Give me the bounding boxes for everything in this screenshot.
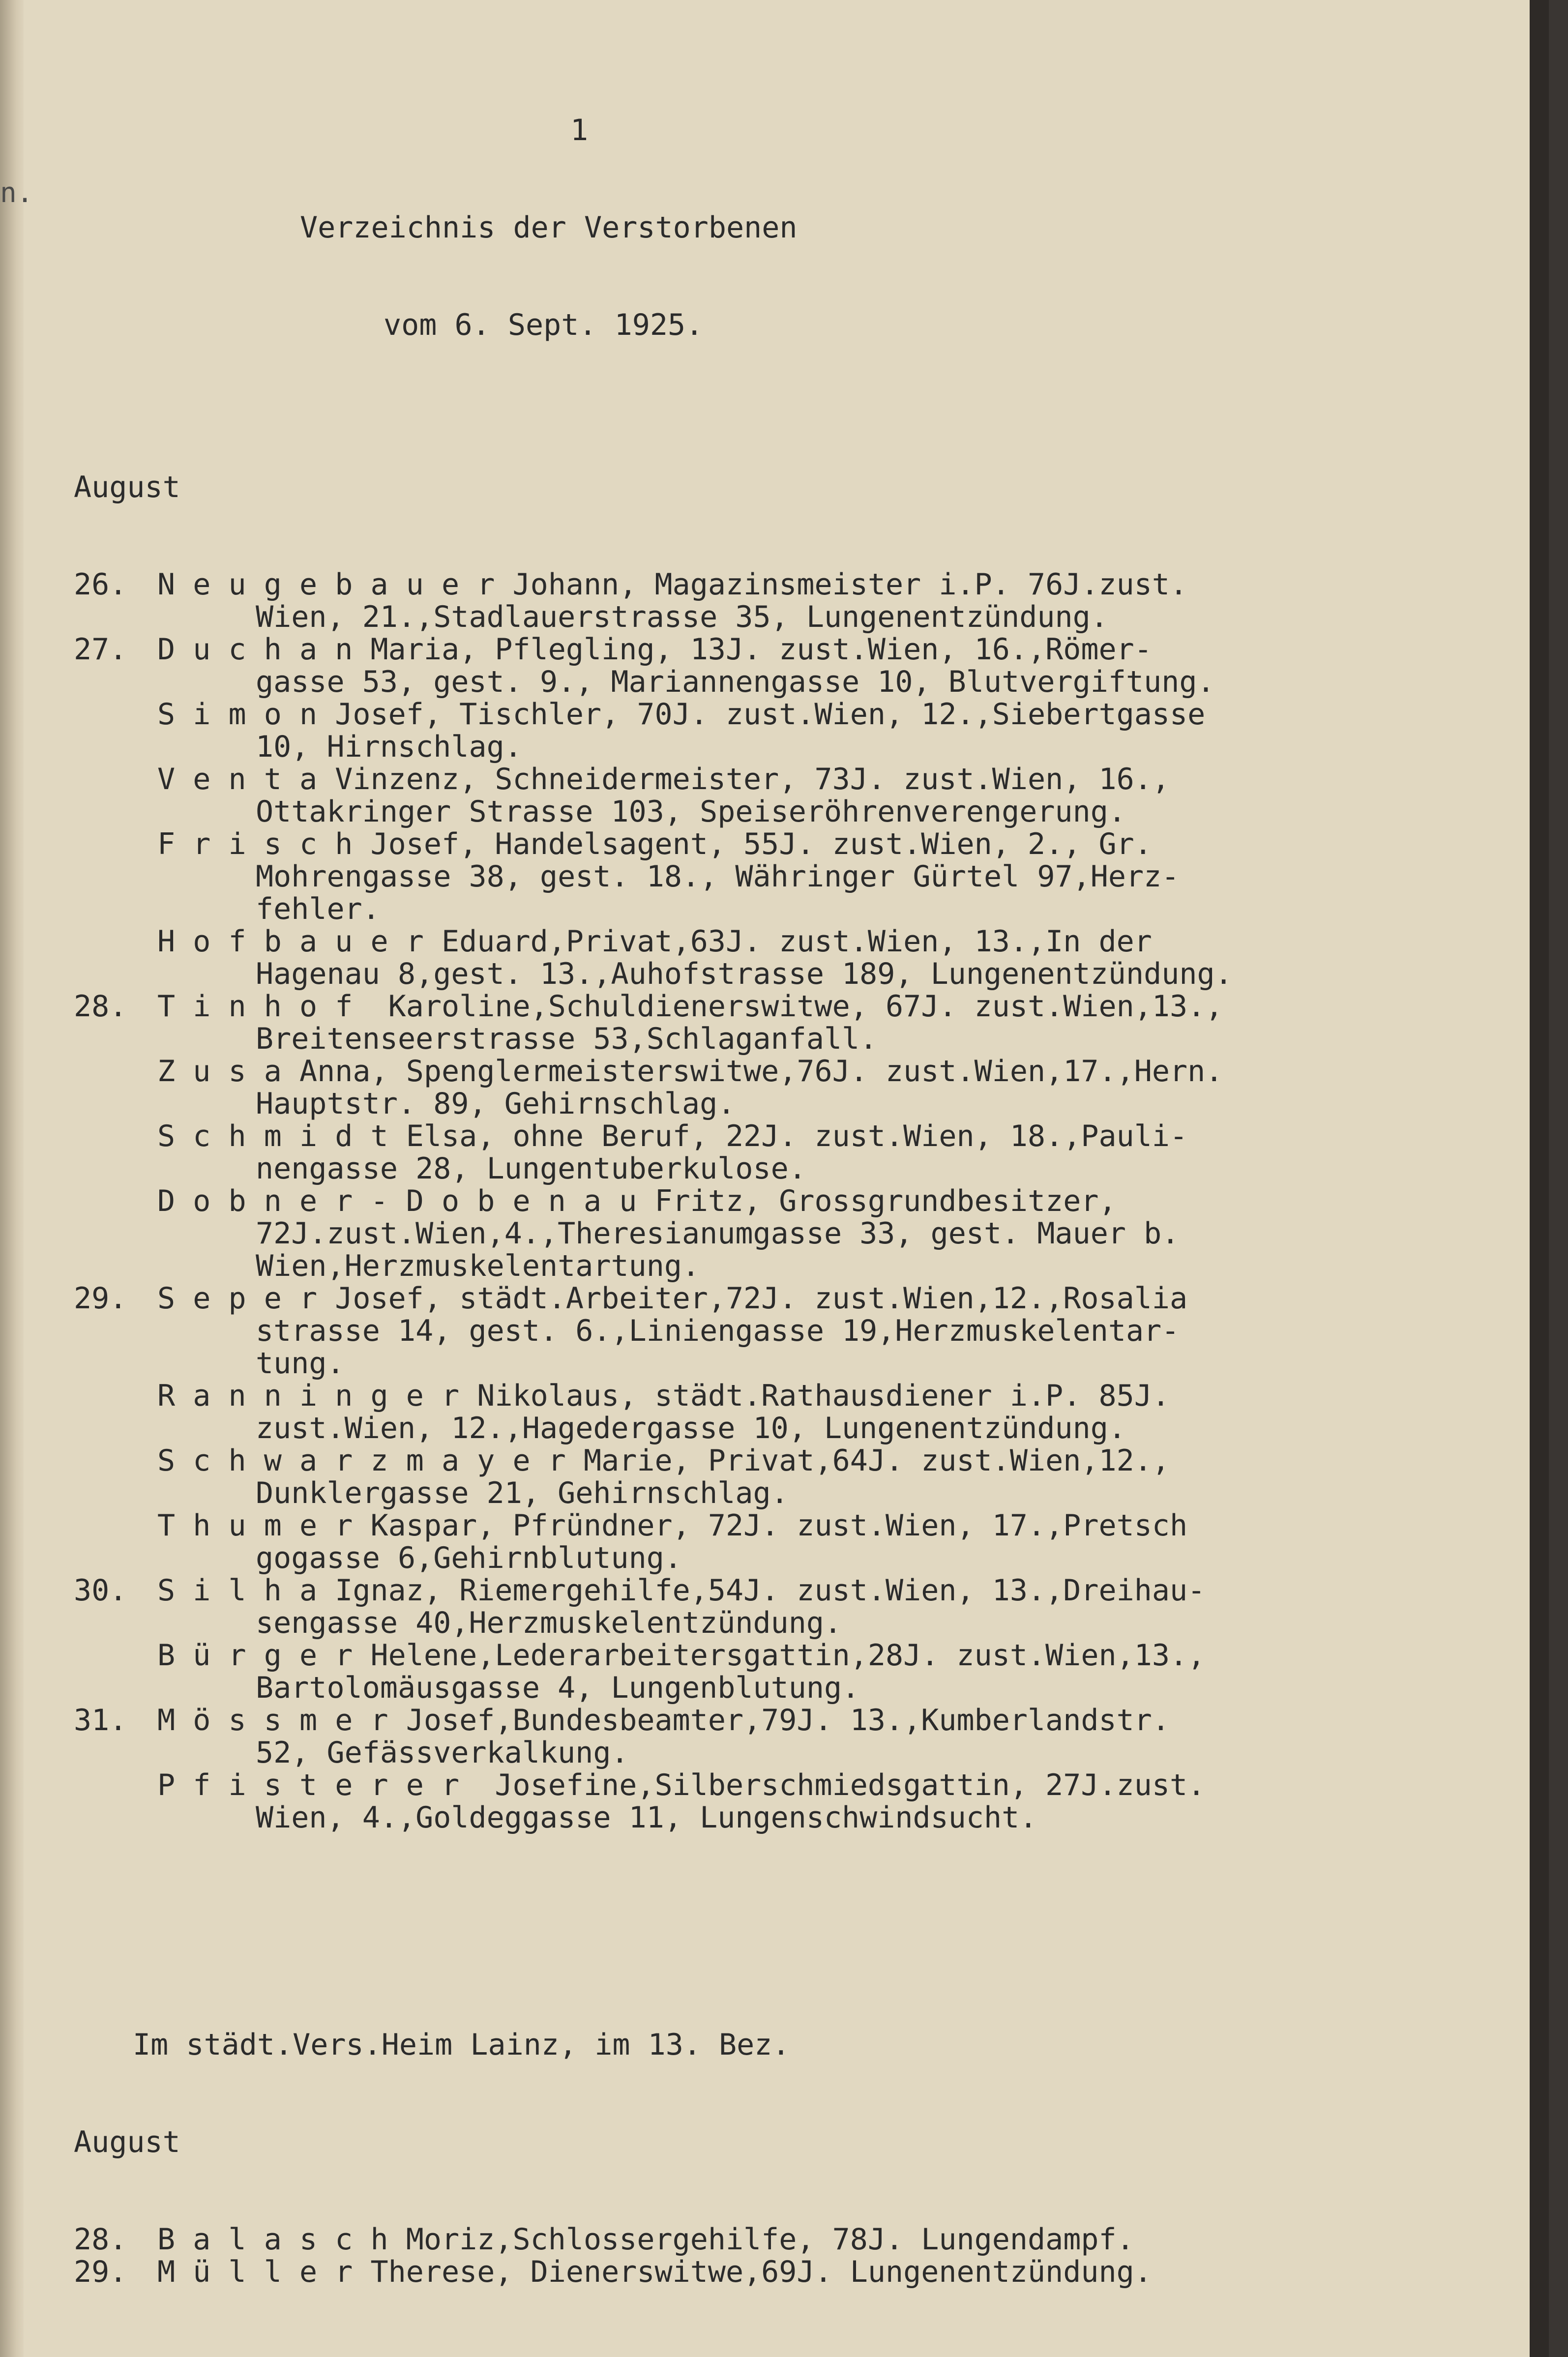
entry-name-text: M ö s s m e r Josef,Bundesbeamter,79J. 13.,Kumberlandstr. [157, 1703, 1170, 1738]
entries-section [74, 568, 1500, 1834]
entry-name-text: N e u g e b a u e r Johann, Magazinsmeister i.P. 76J.zust. [157, 567, 1188, 602]
entry-date: 28. [74, 2222, 127, 2257]
entry-name-text: T i n h o f Karoline,Schuldienerswitwe, 67J. zust.Wien,13., [157, 989, 1223, 1024]
entry-line [74, 633, 1500, 666]
entry-line [74, 1380, 1500, 1412]
entry-continuation-text: sengasse 40,Herzmuskelentzündung. [256, 1606, 842, 1640]
entry-line [74, 1607, 1500, 1639]
entry-continuation-text: Ottakringer Strasse 103, Speiseröhrenverengerung. [256, 795, 1126, 829]
entry-name-text: D o b n e r - D o b e n a u Fritz, Grossgrundbesitzer, [157, 1184, 1117, 1218]
entry-date: 29. [74, 1281, 127, 1316]
section-heading: Im städt.Vers.Heim Lainz, im 13. Bez. [133, 2028, 790, 2062]
entry-line [74, 1639, 1500, 1672]
page-title: Verzeichnis der Verstorbenen [300, 210, 798, 245]
entry-line [74, 1282, 1500, 1315]
entry-line [74, 1704, 1500, 1737]
entry-continuation-text: Hauptstr. 89, Gehirnschlag. [256, 1087, 736, 1121]
entry-line [74, 860, 1500, 893]
entry-line [74, 666, 1500, 698]
entry-line [74, 795, 1500, 828]
entry-continuation-text: 52, Gefässverkalkung. [256, 1736, 629, 1770]
month-label: August [74, 470, 180, 504]
entry-name-text: S c h w a r z m a y e r Marie, Privat,64J. zust.Wien,12., [157, 1444, 1170, 1478]
entry-date: 26. [74, 567, 127, 602]
entry-continuation-text: Hagenau 8,gest. 13.,Auhofstrasse 189, Lungenentzündung. [256, 957, 1233, 991]
entry-continuation-text: zust.Wien, 12.,Hagedergasse 10, Lungenentzündung. [256, 1411, 1126, 1445]
entry-name-text: M ü l l e r Therese, Dienerswitwe,69J. Lungenentzündung. [157, 2255, 1152, 2289]
entry-continuation-text: tung. [256, 1346, 345, 1381]
entry-name-text: T h u m e r Kaspar, Pfründner, 72J. zust.Wien, 17.,Pretsch [157, 1508, 1188, 1543]
entry-continuation-text: fehler. [256, 892, 380, 926]
entry-continuation-text: Wien,Herzmuskelentartung. [256, 1249, 700, 1283]
entry-name-text: R a n n i n g e r Nikolaus, städt.Rathausdiener i.P. 85J. [157, 1379, 1170, 1413]
entry-line [74, 1737, 1500, 1769]
entry-continuation-text: Dunklergasse 21, Gehirnschlag. [256, 1476, 789, 1510]
entry-date: 28. [74, 989, 127, 1024]
entry-continuation-text: Wien, 4.,Goldeggasse 11, Lungenschwindsucht. [256, 1800, 1037, 1835]
entry-continuation-text: strasse 14, gest. 6.,Liniengasse 19,Herzmuskelentar- [256, 1314, 1180, 1348]
entry-line [74, 1152, 1500, 1185]
margin-fragment: n. [0, 177, 33, 209]
entry-line [74, 1088, 1500, 1120]
entry-continuation-text: gasse 53, gest. 9., Mariannengasse 10, Blutvergiftung. [256, 665, 1215, 699]
entry-continuation-text: 10, Hirnschlag. [256, 730, 522, 764]
entry-name-text: Z u s a Anna, Spenglermeisterswitwe,76J. zust.Wien,17.,Hern. [157, 1054, 1223, 1089]
entry-line [74, 1120, 1500, 1152]
entry-line [74, 1672, 1500, 1704]
entry-line [74, 1023, 1500, 1055]
entry-date: 30. [74, 1573, 127, 1608]
entries-section [74, 2223, 1500, 2288]
entry-line [74, 1444, 1500, 1477]
entry-name-text: S e p e r Josef, städt.Arbeiter,72J. zust.Wien,12.,Rosalia [157, 1281, 1188, 1316]
entry-name-text: B a l a s c h Moriz,Schlossergehilfe, 78J. Lungendampf. [157, 2222, 1134, 2257]
entry-name-text: D u c h a n Maria, Pflegling, 13J. zust.Wien, 16.,Römer- [157, 632, 1152, 667]
entry-line [74, 1509, 1500, 1542]
month-label: August [74, 2125, 180, 2159]
document-text [74, 49, 1500, 2357]
entry-line [74, 1315, 1500, 1347]
page-subtitle: vom 6. Sept. 1925. [384, 308, 704, 342]
entry-continuation-text: nengasse 28, Lungentuberkulose. [256, 1151, 806, 1186]
entry-line [74, 1769, 1500, 1801]
entry-line [74, 601, 1500, 633]
entry-name-text: S c h m i d t Elsa, ohne Beruf, 22J. zust.Wien, 18.,Pauli- [157, 1119, 1188, 1153]
entry-line [74, 698, 1500, 731]
entry-continuation-text: 72J.zust.Wien,4.,Theresianumgasse 33, gest. Mauer b. [256, 1216, 1180, 1251]
entry-line [74, 1801, 1500, 1834]
entry-line [74, 568, 1500, 601]
page-number: 1 [570, 113, 589, 147]
entry-line [74, 2223, 1500, 2256]
entry-continuation-text: gogasse 6,Gehirnblutung. [256, 1541, 682, 1575]
entry-line [74, 1185, 1500, 1217]
entry-continuation-text: Breitenseerstrasse 53,Schlaganfall. [256, 1022, 878, 1056]
page-edge [1530, 0, 1549, 2357]
entry-line [74, 990, 1500, 1023]
entry-line [74, 731, 1500, 763]
page-binding [0, 0, 24, 2357]
entry-date: 27. [74, 632, 127, 667]
entry-date: 29. [74, 2255, 127, 2289]
entry-name-text: S i m o n Josef, Tischler, 70J. zust.Wien, 12.,Siebertgasse [157, 697, 1206, 732]
entry-line [74, 1347, 1500, 1380]
entry-continuation-text: Bartolomäusgasse 4, Lungenblutung. [256, 1671, 860, 1705]
entry-name-text: V e n t a Vinzenz, Schneidermeister, 73J. zust.Wien, 16., [157, 762, 1170, 796]
entry-name-text: B ü r g e r Helene,Lederarbeitersgattin,28J. zust.Wien,13., [157, 1638, 1206, 1673]
entry-line [74, 2256, 1500, 2288]
entry-name-text: P f i s t e r e r Josefine,Silberschmiedsgattin, 27J.zust. [157, 1768, 1206, 1802]
entry-continuation-text: Wien, 21.,Stadlauerstrasse 35, Lungenentzündung. [256, 600, 1108, 634]
entry-line [74, 1055, 1500, 1088]
entry-line [74, 958, 1500, 990]
entry-line [74, 1542, 1500, 1574]
entry-name-text: F r i s c h Josef, Handelsagent, 55J. zust.Wien, 2., Gr. [157, 827, 1152, 861]
entry-date: 31. [74, 1703, 127, 1738]
entry-name-text: H o f b a u e r Eduard,Privat,63J. zust.Wien, 13.,In der [157, 924, 1152, 959]
entry-name-text: S i l h a Ignaz, Riemergehilfe,54J. zust.Wien, 13.,Dreihau- [157, 1573, 1206, 1608]
entry-line [74, 1412, 1500, 1444]
entry-line [74, 1574, 1500, 1607]
entry-line [74, 763, 1500, 795]
entry-line [74, 925, 1500, 958]
entry-line [74, 1477, 1500, 1509]
entry-line [74, 893, 1500, 925]
entry-line [74, 828, 1500, 860]
entry-line [74, 1217, 1500, 1250]
entry-continuation-text: Mohrengasse 38, gest. 18., Währinger Gürtel 97,Herz- [256, 859, 1180, 894]
entry-line [74, 1250, 1500, 1282]
